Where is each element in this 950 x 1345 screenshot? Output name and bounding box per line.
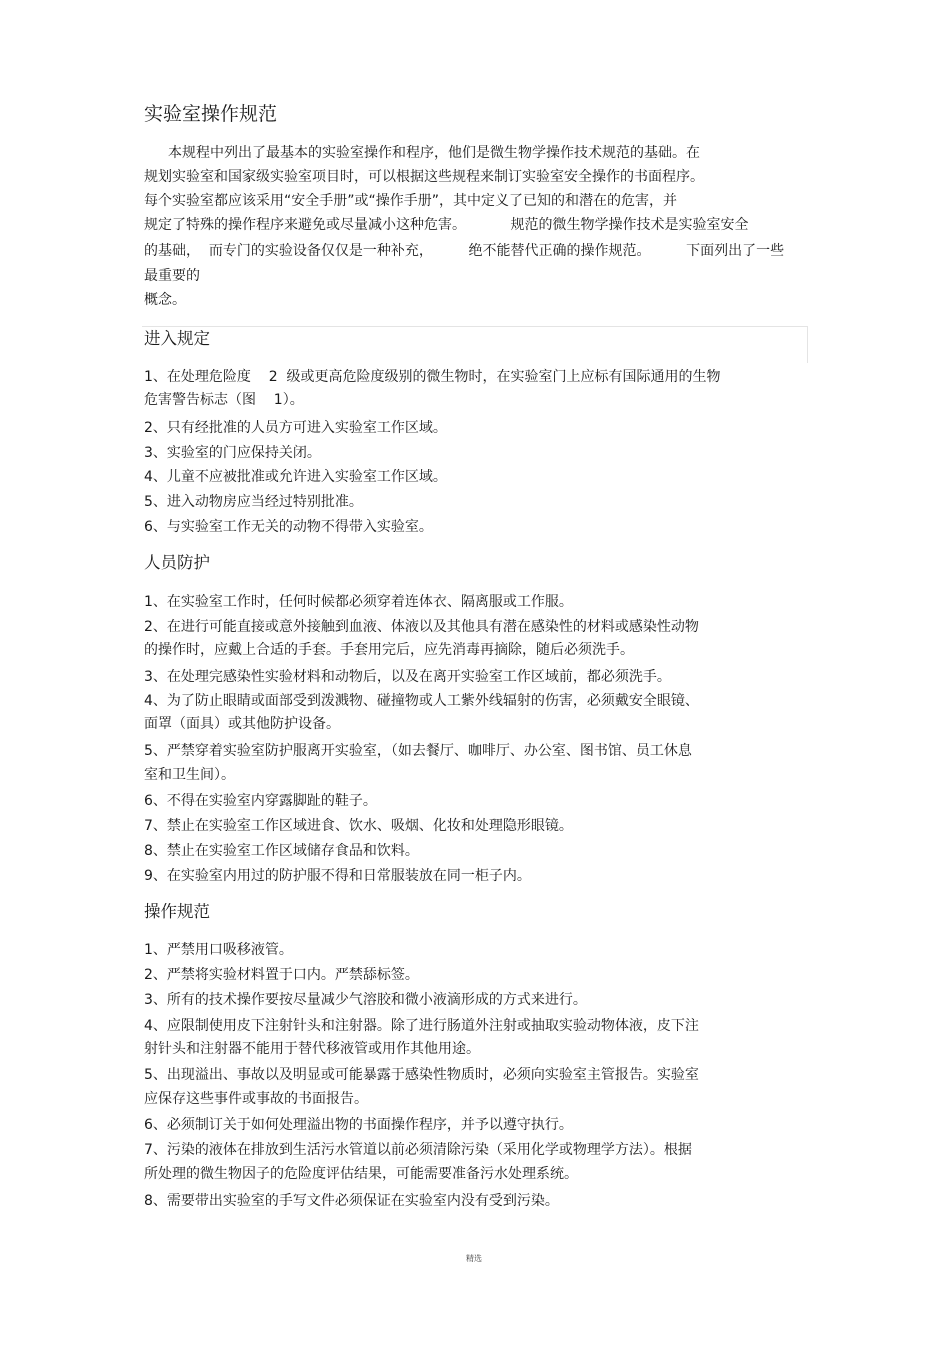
list-item: 的操作时，应戴上合适的手套。手套用完后，应先消毒再摘除，随后必须洗手。	[144, 642, 634, 658]
intro-line: 概念。	[144, 292, 186, 308]
list-item: 4、为了防止眼睛或面部受到泼溅物、碰撞物或人工紫外线辐射的伤害，必须戴安全眼镜、	[144, 693, 699, 709]
list-item: 危害警告标志（图 1）。	[144, 392, 304, 408]
list-item: 6、必须制订关于如何处理溢出物的书面操作程序，并予以遵守执行。	[144, 1117, 573, 1133]
list-item: 8、禁止在实验室工作区域储存食品和饮料。	[144, 843, 419, 859]
intro-line: 规定了特殊的操作程序来避免或尽量减小这种危害。 规范的微生物学操作技术是实验室安全	[144, 217, 749, 233]
intro-line: 每个实验室都应该采用“安全手册”或“操作手册”，其中定义了已知的和潜在的危害，并	[144, 193, 678, 209]
section-heading-operation: 操作规范	[144, 902, 210, 921]
list-item: 3、实验室的门应保持关闭。	[144, 445, 321, 461]
intro-line: 最重要的	[144, 268, 200, 284]
list-item: 应保存这些事件或事故的书面报告。	[144, 1091, 368, 1107]
list-item: 1、在处理危险度 2 级或更高危险度级别的微生物时，在实验室门上应标有国际通用的生物	[144, 369, 721, 385]
list-item: 2、严禁将实验材料置于口内。严禁舔标签。	[144, 967, 419, 983]
section-heading-protection: 人员防护	[144, 553, 210, 572]
intro-line: 本规程中列出了最基本的实验室操作和程序，他们是微生物学操作技术规范的基础。在	[168, 145, 700, 161]
list-item: 室和卫生间）。	[144, 767, 235, 783]
list-item: 6、与实验室工作无关的动物不得带入实验室。	[144, 519, 433, 535]
list-item: 所处理的微生物因子的危险度评估结果，可能需要准备污水处理系统。	[144, 1166, 578, 1182]
list-item: 2、在进行可能直接或意外接触到血液、体液以及其他具有潜在感染性的材料或感染性动物	[144, 619, 699, 635]
list-item: 4、应限制使用皮下注射针头和注射器。除了进行肠道外注射或抽取实验动物体液，皮下注	[144, 1018, 699, 1034]
list-item: 8、需要带出实验室的手写文件必须保证在实验室内没有受到污染。	[144, 1193, 559, 1209]
list-item: 3、在处理完感染性实验材料和动物后，以及在离开实验室工作区域前，都必须洗手。	[144, 669, 671, 685]
list-item: 射针头和注射器不能用于替代移液管或用作其他用途。	[144, 1041, 480, 1057]
list-item: 7、禁止在实验室工作区域进食、饮水、吸烟、化妆和处理隐形眼镜。	[144, 818, 573, 834]
intro-line: 规划实验室和国家级实验室项目时，可以根据这些规程来制订实验室安全操作的书面程序。	[144, 169, 704, 185]
list-item: 2、只有经批准的人员方可进入实验室工作区域。	[144, 420, 447, 436]
list-item: 4、儿童不应被批准或允许进入实验室工作区域。	[144, 469, 447, 485]
list-item: 1、严禁用口吸移液管。	[144, 942, 293, 958]
list-item: 面罩（面具）或其他防护设备。	[144, 716, 340, 732]
section-heading-entry: 进入规定	[144, 329, 210, 348]
list-item: 3、所有的技术操作要按尽量减少气溶胶和微小液滴形成的方式来进行。	[144, 992, 587, 1008]
intro-line: 的基础， 而专门的实验设备仅仅是一种补充， 绝不能替代正确的操作规范。 下面列出了一些	[144, 243, 785, 259]
section-frame	[142, 326, 808, 363]
list-item: 9、在实验室内用过的防护服不得和日常服装放在同一柜子内。	[144, 868, 531, 884]
list-item: 5、进入动物房应当经过特别批准。	[144, 494, 363, 510]
list-item: 5、出现溢出、事故以及明显或可能暴露于感染性物质时，必须向实验室主管报告。实验室	[144, 1067, 699, 1083]
page-footer: 精选	[466, 1254, 482, 1263]
page-title: 实验室操作规范	[144, 103, 278, 125]
list-item: 1、在实验室工作时，任何时候都必须穿着连体衣、隔离服或工作服。	[144, 594, 573, 610]
list-item: 7、污染的液体在排放到生活污水管道以前必须清除污染（采用化学或物理学方法）。根据	[144, 1142, 692, 1158]
list-item: 5、严禁穿着实验室防护服离开实验室，（如去餐厅、咖啡厅、办公室、图书馆、员工休息	[144, 743, 692, 759]
list-item: 6、不得在实验室内穿露脚趾的鞋子。	[144, 793, 377, 809]
